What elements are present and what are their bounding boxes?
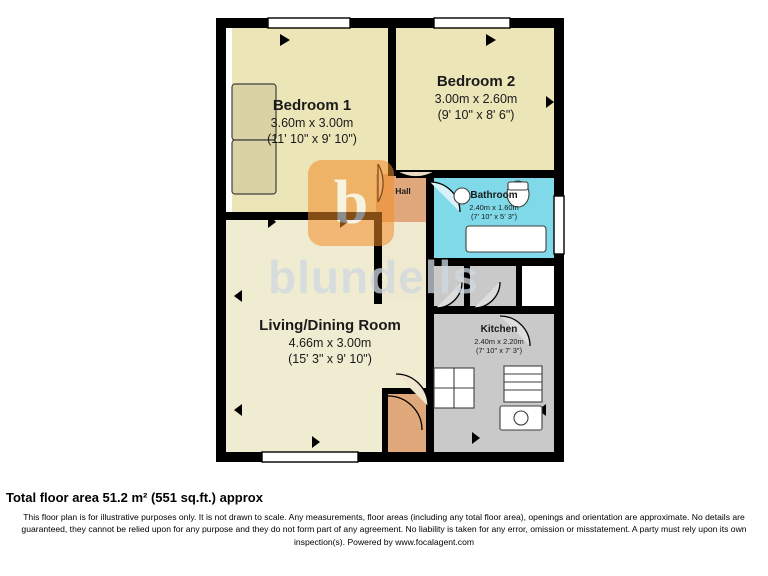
room-dim-metric: 2.40m x 2.20m <box>474 336 524 346</box>
furniture <box>232 84 276 194</box>
room-fill-cupboard-right <box>470 262 520 310</box>
room-fill-hall-core <box>376 174 430 222</box>
room-name: Kitchen <box>480 324 518 335</box>
watermark-badge: b <box>308 160 394 246</box>
room-name: Bedroom 2 <box>436 73 516 90</box>
room-dim-imperial: (7' 10" x 5' 3") <box>470 212 518 222</box>
room-name: Hall <box>395 186 411 196</box>
room-name: Bedroom 1 <box>272 97 352 114</box>
watermark-text: blundells <box>268 251 479 303</box>
footer <box>0 480 768 576</box>
room-dim-imperial: (15' 3" x 9' 10") <box>288 352 372 367</box>
disclaimer-text: This floor plan is for illustrative purposes only. It is not drawn to scale. Any measurements, floor areas (including any total floor area), openings and orientation are approximate. No details are guaranteed, they cannot be relied upon for any purpose and they do not form part of any agreement. No liability is taken for any error, omission or misstatement. A party must rely upon its own inspection(s). Powered by www.focalagent.com <box>21 512 747 547</box>
total-floor-area: Total floor area 51.2 m² (551 sq.ft.) approx <box>6 490 263 505</box>
room-dim-imperial: (9' 10" x 8' 6") <box>437 108 515 123</box>
room-name: Living/Dining Room <box>259 317 401 334</box>
room-dim-metric: 4.66m x 3.00m <box>288 336 372 351</box>
room-dim-imperial: (7' 10" x 7' 3") <box>475 346 523 356</box>
room-dim-imperial: (11' 10" x 9' 10") <box>267 132 357 147</box>
room-dim-metric: 3.60m x 3.00m <box>270 116 354 131</box>
room-dim-metric: 3.00m x 2.60m <box>434 92 518 107</box>
room-name: Bathroom <box>470 190 518 201</box>
room-fill-bedroom-2 <box>396 26 556 174</box>
room-dim-metric: 2.40m x 1.60m <box>469 202 519 212</box>
